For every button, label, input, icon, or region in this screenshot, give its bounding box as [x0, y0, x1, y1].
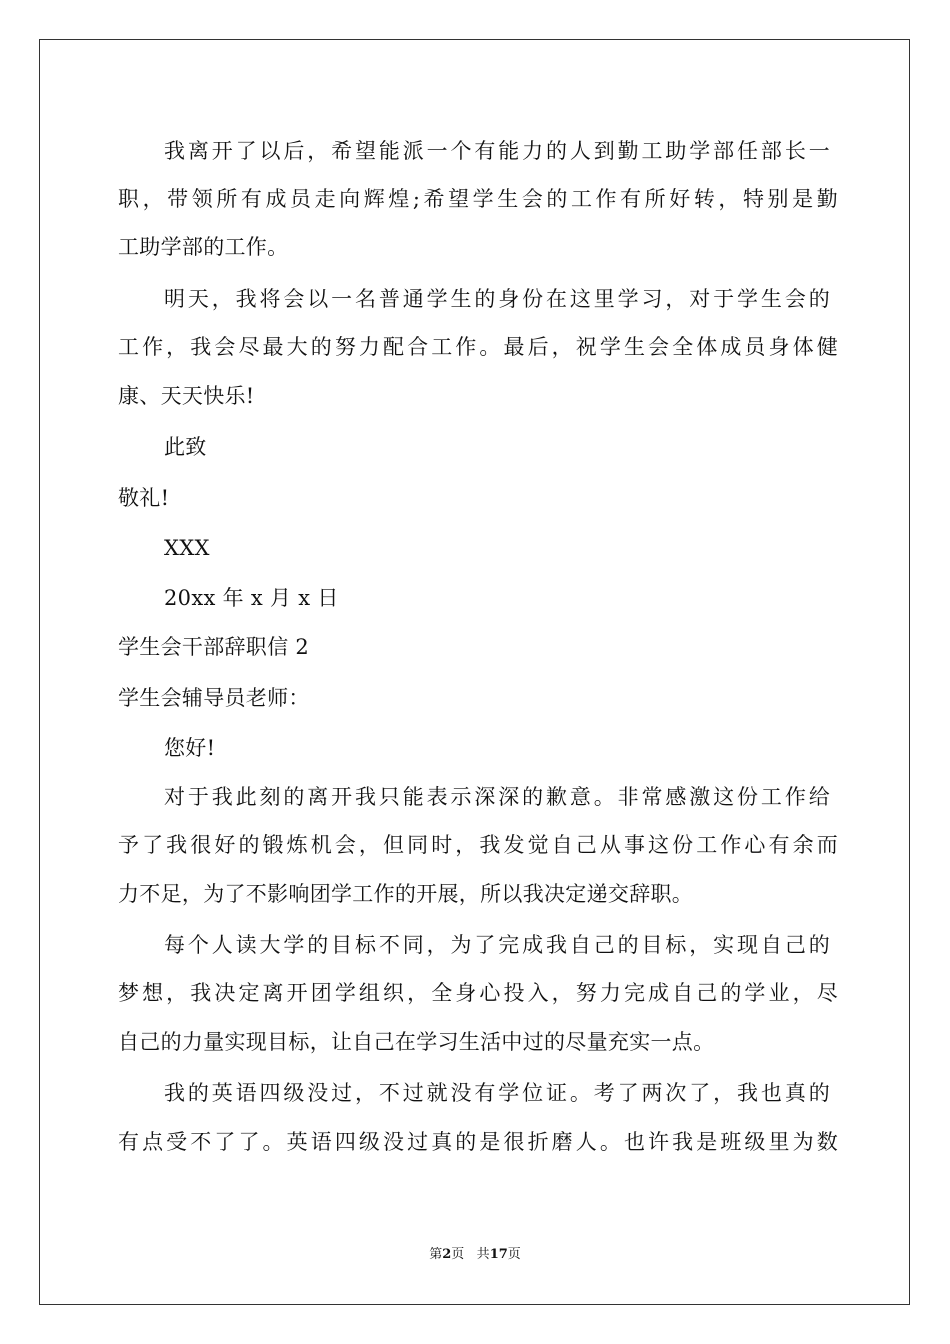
date-line: 20xx 年 x 月 x 日	[164, 586, 339, 610]
paragraph-2-line-2: 工作，我会尽最大的努力配合工作。最后，祝学生会全体成员身体健	[118, 335, 838, 359]
paragraph-4-line-1: 每个人读大学的目标不同，为了完成我自己的目标，实现自己的	[164, 933, 830, 957]
signature: XXX	[164, 536, 210, 560]
total-pages: 17	[489, 1247, 508, 1262]
greeting-line: 您好!	[164, 736, 216, 760]
page-prefix: 第	[429, 1247, 443, 1262]
section-title: 学生会干部辞职信 2	[118, 635, 310, 659]
paragraph-5-line-2: 有点受不了了。英语四级没过真的是很折磨人。也许我是班级里为数	[118, 1130, 838, 1154]
paragraph-4-line-3: 自己的力量实现目标，让自己在学习生活中过的尽量充实一点。	[118, 1030, 715, 1054]
salute-text: 敬礼!	[118, 486, 170, 510]
total-suffix: 页	[507, 1247, 521, 1262]
total-prefix: 共	[476, 1247, 490, 1262]
paragraph-3-line-3: 力不足，为了不影响团学工作的开展，所以我决定递交辞职。	[118, 882, 694, 906]
paragraph-2-line-3: 康、天天快乐!	[118, 384, 255, 408]
paragraph-1-line-1: 我离开了以后，希望能派一个有能力的人到勤工助学部任部长一	[164, 139, 830, 163]
page-suffix: 页	[451, 1247, 465, 1262]
page-footer	[0, 1246, 950, 1264]
paragraph-3-line-2: 予了我很好的锻炼机会，但同时，我发觉自己从事这份工作心有余而	[118, 833, 838, 857]
paragraph-1-line-2: 职，带领所有成员走向辉煌;希望学生会的工作有所好转，特别是勤	[118, 187, 838, 211]
page-number: 2	[442, 1247, 452, 1262]
page-border	[39, 39, 910, 1305]
paragraph-4-line-2: 梦想，我决定离开团学组织，全身心投入，努力完成自己的学业，尽	[118, 981, 838, 1005]
paragraph-1-line-3: 工助学部的工作。	[118, 235, 289, 259]
closing-text: 此致	[164, 435, 207, 459]
paragraph-3-line-1: 对于我此刻的离开我只能表示深深的歉意。非常感激这份工作给	[164, 785, 830, 809]
recipient-line: 学生会辅导员老师：	[118, 686, 310, 710]
paragraph-5-line-1: 我的英语四级没过，不过就没有学位证。考了两次了，我也真的	[164, 1081, 830, 1105]
paragraph-2-line-1: 明天，我将会以一名普通学生的身份在这里学习，对于学生会的	[164, 287, 830, 311]
